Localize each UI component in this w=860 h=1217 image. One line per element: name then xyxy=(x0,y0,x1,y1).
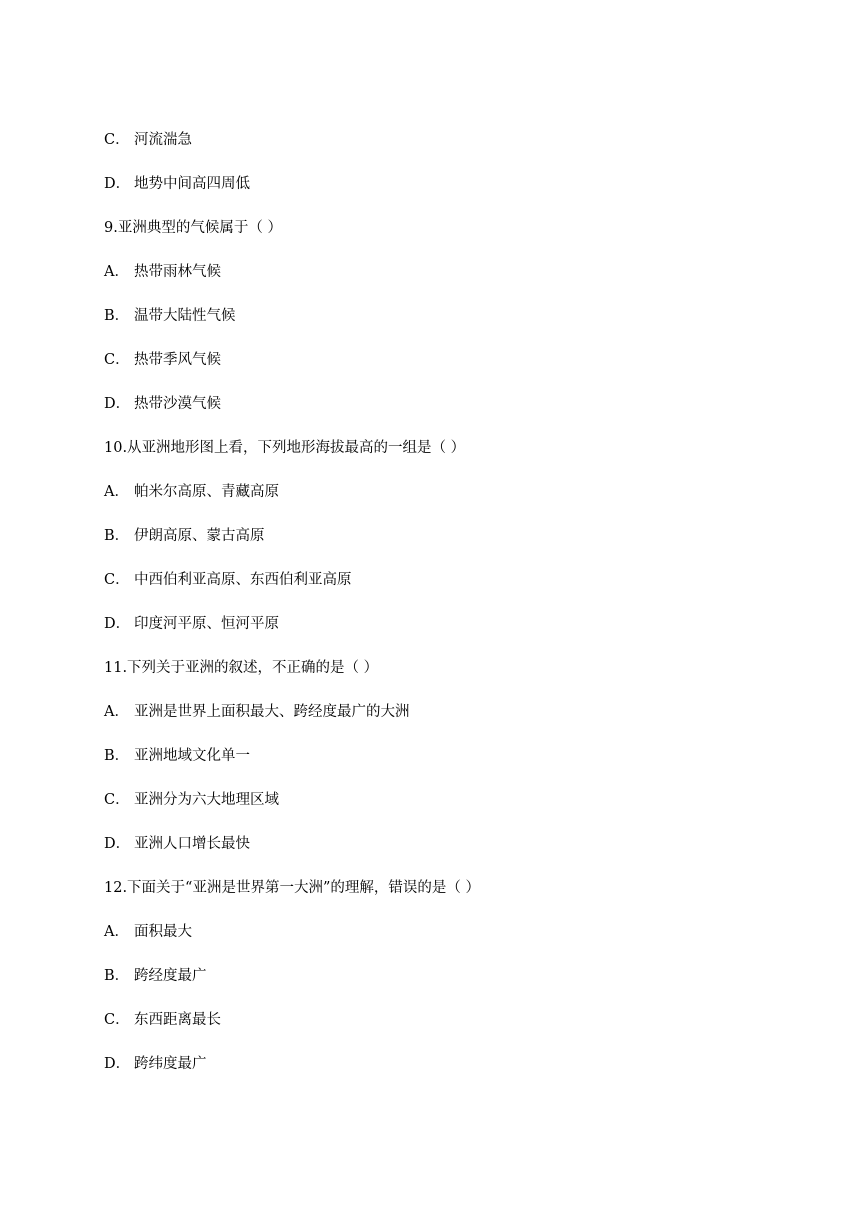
option-letter: C． xyxy=(104,572,130,588)
q9-option-d xyxy=(104,394,221,414)
option-letter: D． xyxy=(104,1056,131,1072)
q8-option-d xyxy=(104,174,250,194)
q12-stem: 12.下面关于“亚洲是世界第一大洲”的理解，错误的是（ ） xyxy=(104,880,480,896)
option-letter: B． xyxy=(104,748,130,764)
q11-option-a xyxy=(104,702,410,722)
option-letter: B． xyxy=(104,528,130,544)
q9-option-c xyxy=(104,350,221,370)
option-letter: B． xyxy=(104,968,130,984)
option-text: 河流湍急 xyxy=(134,132,192,148)
option-text: 面积最大 xyxy=(134,924,192,940)
option-letter: A． xyxy=(104,924,129,940)
option-letter: C． xyxy=(104,792,130,808)
option-letter: C． xyxy=(104,132,130,148)
q11-option-d xyxy=(104,834,250,854)
option-text: 亚洲是世界上面积最大、跨经度最广的大洲 xyxy=(134,704,410,720)
option-letter: C． xyxy=(104,352,130,368)
q8-option-c xyxy=(104,130,192,150)
option-text: 温带大陆性气候 xyxy=(134,308,236,324)
option-text: 中西伯利亚高原、东西伯利亚高原 xyxy=(134,572,352,588)
option-text: 热带雨林气候 xyxy=(134,264,221,280)
q11-option-b xyxy=(104,746,250,766)
q12-option-a xyxy=(104,922,192,942)
option-text: 印度河平原、恒河平原 xyxy=(134,616,279,632)
q10-option-d xyxy=(104,614,279,634)
option-text: 亚洲人口增长最快 xyxy=(134,836,250,852)
option-text: 跨经度最广 xyxy=(134,968,207,984)
q11-stem: 11.下列关于亚洲的叙述，不正确的是（ ） xyxy=(104,660,379,676)
q9-stem: 9.亚洲典型的气候属于（ ） xyxy=(104,220,282,236)
q10-option-c xyxy=(104,570,352,590)
option-text: 亚洲地域文化单一 xyxy=(134,748,250,764)
option-text: 热带沙漠气候 xyxy=(134,396,221,412)
option-letter: D． xyxy=(104,616,131,632)
option-text: 伊朗高原、蒙古高原 xyxy=(134,528,265,544)
option-text: 帕米尔高原、青藏高原 xyxy=(134,484,279,500)
option-text: 亚洲分为六大地理区域 xyxy=(134,792,279,808)
q12-option-d xyxy=(104,1054,207,1074)
q12-option-c xyxy=(104,1010,221,1030)
option-letter: D． xyxy=(104,836,131,852)
option-text: 东西距离最长 xyxy=(134,1012,221,1028)
option-text: 跨纬度最广 xyxy=(134,1056,207,1072)
option-letter: A． xyxy=(104,704,129,720)
option-letter: D． xyxy=(104,176,131,192)
option-letter: A． xyxy=(104,484,129,500)
option-letter: D． xyxy=(104,396,131,412)
q10-stem: 10.从亚洲地形图上看，下列地形海拔最高的一组是（ ） xyxy=(104,440,466,456)
option-text: 热带季风气候 xyxy=(134,352,221,368)
q12-option-b xyxy=(104,966,207,986)
option-letter: C． xyxy=(104,1012,130,1028)
q9-option-a xyxy=(104,262,221,282)
q10-option-a xyxy=(104,482,279,502)
option-text: 地势中间高四周低 xyxy=(134,176,250,192)
q9-option-b xyxy=(104,306,236,326)
q11-option-c xyxy=(104,790,279,810)
option-letter: A． xyxy=(104,264,129,280)
q10-option-b xyxy=(104,526,265,546)
option-letter: B． xyxy=(104,308,130,324)
